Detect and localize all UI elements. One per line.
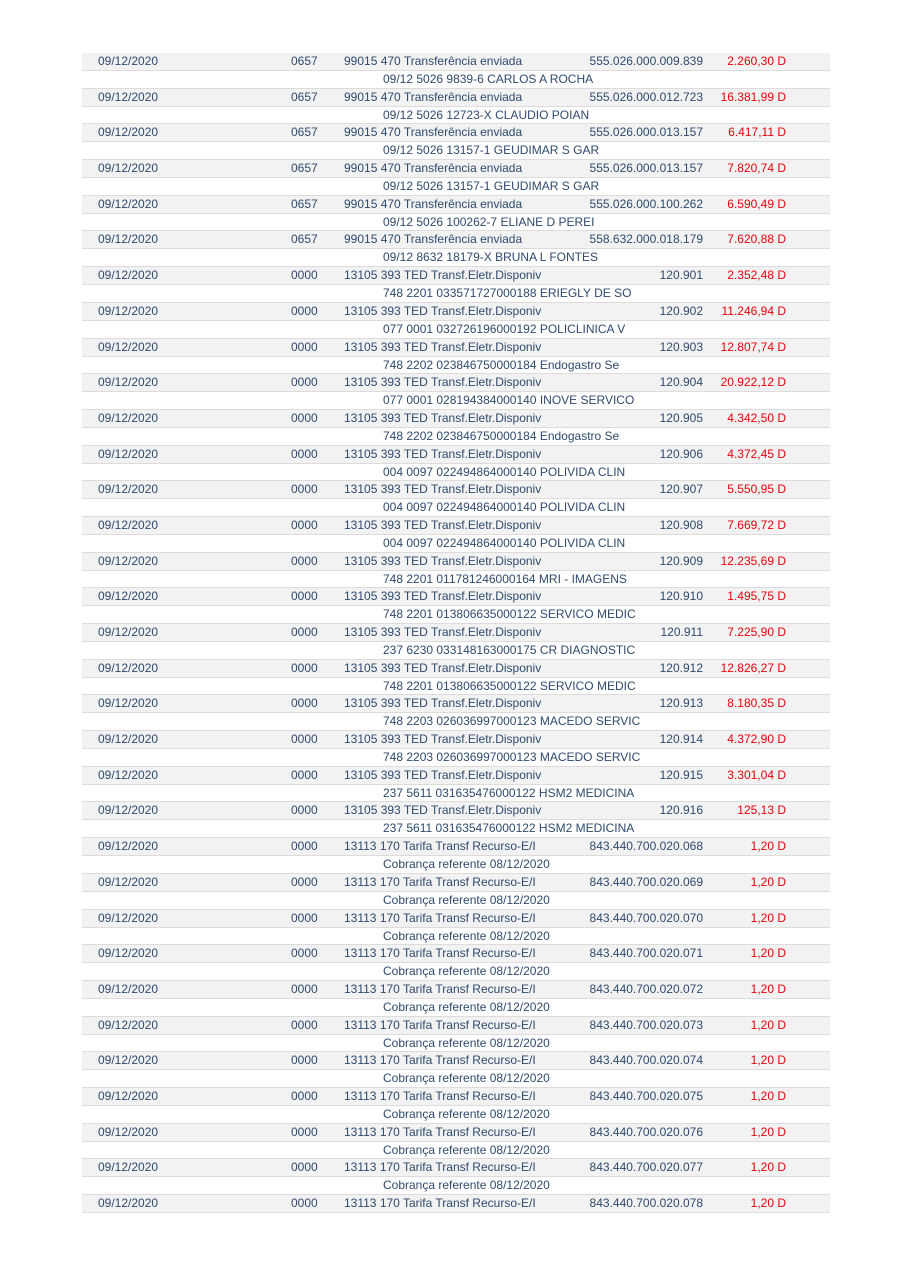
entry-date: 09/12/2020 — [98, 981, 159, 996]
entry-main-line — [82, 1017, 830, 1035]
entry-value: 1,20 D — [750, 910, 786, 925]
entry-main-line — [82, 160, 830, 178]
entry-value: 5.550,95 D — [727, 482, 786, 497]
entry-detail: 748 2202 023846750000184 Endogastro Se — [383, 357, 620, 372]
entry-document: 120.915 — [659, 767, 703, 782]
entry-document: 120.913 — [659, 696, 703, 711]
entry-date: 09/12/2020 — [98, 89, 159, 104]
entry-detail-line — [82, 535, 830, 553]
entry-detail: 004 0097 022494864000140 POLIVIDA CLIN — [383, 535, 626, 550]
entry-agency: 0000 — [291, 1088, 318, 1103]
entry-value: 7.669,72 D — [727, 517, 786, 532]
entry-detail-line — [82, 1177, 830, 1195]
entry-detail-line — [82, 749, 830, 767]
statement-entry — [82, 945, 830, 981]
entry-history: 13105 393 TED Transf.Eletr.Disponiv — [344, 696, 542, 711]
entry-history: 99015 470 Transferência enviada — [344, 232, 523, 247]
entry-agency: 0000 — [291, 625, 318, 639]
entry-history: 13105 393 TED Transf.Eletr.Disponiv — [344, 660, 542, 675]
statement-entry — [82, 660, 830, 696]
statement-entry — [82, 731, 830, 767]
statement-entry — [82, 588, 830, 624]
entry-detail: 237 6230 033148163000175 CR DIAGNOSTIC — [383, 643, 636, 657]
entry-detail: 748 2201 011781246000164 MRI - IMAGENS — [383, 571, 627, 586]
entry-date: 09/12/2020 — [98, 1124, 159, 1139]
entry-detail-line — [82, 285, 830, 303]
entry-detail: 09/12 5026 100262-7 ELIANE D PEREI — [383, 214, 595, 229]
entry-agency: 0657 — [291, 125, 318, 140]
entry-agency: 0000 — [291, 517, 318, 532]
entry-detail-line — [82, 214, 830, 232]
entry-document: 120.912 — [659, 660, 703, 675]
entry-main-line — [82, 945, 830, 963]
entry-main-line — [82, 303, 830, 321]
entry-detail: 077 0001 032726196000192 POLICLINICA V — [383, 321, 626, 336]
entry-history: 13105 393 TED Transf.Eletr.Disponiv — [344, 553, 542, 568]
entry-date: 09/12/2020 — [98, 1196, 159, 1210]
entry-agency: 0000 — [291, 553, 318, 568]
entry-history: 13105 393 TED Transf.Eletr.Disponiv — [344, 517, 542, 532]
entry-agency: 0000 — [291, 803, 318, 818]
entry-agency: 0000 — [291, 589, 318, 604]
entry-document: 120.904 — [659, 375, 703, 390]
entry-value: 4.372,45 D — [727, 446, 786, 461]
entry-date: 09/12/2020 — [98, 303, 159, 318]
entry-history: 13113 170 Tarifa Transf Recurso-E/I — [344, 1088, 536, 1103]
entry-value: 1,20 D — [750, 1160, 786, 1175]
entry-history: 13113 170 Tarifa Transf Recurso-E/I — [344, 910, 536, 925]
entry-history: 13105 393 TED Transf.Eletr.Disponiv — [344, 482, 542, 497]
entry-agency: 0657 — [291, 89, 318, 104]
entry-detail: Cobrança referente 08/12/2020 — [383, 892, 550, 907]
entry-detail-line — [82, 249, 830, 267]
statement-entry — [82, 196, 830, 232]
entry-value: 12.235,69 D — [720, 553, 786, 568]
entry-value: 125,13 D — [737, 803, 786, 818]
entry-detail-line — [82, 1106, 830, 1124]
entry-document: 120.906 — [659, 446, 703, 461]
statement-entry — [82, 517, 830, 553]
entry-main-line — [82, 231, 830, 249]
entry-value: 1,20 D — [750, 946, 786, 961]
entry-detail-line — [82, 178, 830, 196]
entry-detail: 09/12 5026 9839-6 CARLOS A ROCHA — [383, 72, 594, 86]
entry-detail: 09/12 5026 13157-1 GEUDIMAR S GAR — [383, 179, 600, 194]
statement-entry — [82, 981, 830, 1017]
entry-document: 843.440.700.020.073 — [589, 1017, 703, 1032]
statement-entry — [82, 53, 830, 89]
entry-history: 13105 393 TED Transf.Eletr.Disponiv — [344, 375, 542, 390]
statement-entry — [82, 481, 830, 517]
entry-value: 7.820,74 D — [727, 161, 786, 176]
entry-document: 558.632.000.018.179 — [589, 232, 703, 247]
statement-entry — [82, 1124, 830, 1160]
entry-detail-line — [82, 1142, 830, 1160]
entry-agency: 0000 — [291, 696, 318, 711]
entry-agency: 0000 — [291, 1196, 318, 1210]
entry-history: 99015 470 Transferência enviada — [344, 89, 523, 104]
entry-value: 12.826,27 D — [720, 660, 786, 675]
entry-detail: 004 0097 022494864000140 POLIVIDA CLIN — [383, 500, 626, 515]
entry-document: 555.026.000.013.157 — [589, 125, 703, 140]
entry-date: 09/12/2020 — [98, 874, 159, 889]
entry-date: 09/12/2020 — [98, 553, 159, 568]
entry-document: 555.026.000.013.157 — [589, 161, 703, 176]
entry-history: 13113 170 Tarifa Transf Recurso-E/I — [344, 839, 536, 854]
entry-detail-line — [82, 321, 830, 339]
entry-main-line — [82, 731, 830, 749]
entry-value: 1,20 D — [750, 1088, 786, 1103]
entry-detail: 748 2201 013806635000122 SERVICO MEDIC — [383, 678, 636, 693]
entry-detail: 077 0001 028194384000140 INOVE SERVICO — [383, 393, 635, 408]
entry-document: 843.440.700.020.078 — [589, 1196, 703, 1210]
entry-detail: 748 2201 033571727000188 ERIEGLY DE SO — [383, 286, 632, 301]
entry-value: 1,20 D — [750, 981, 786, 996]
entry-detail-line — [82, 892, 830, 910]
statement-entry — [82, 89, 830, 125]
entry-date: 09/12/2020 — [98, 946, 159, 961]
entry-date: 09/12/2020 — [98, 732, 159, 747]
entry-main-line — [82, 481, 830, 499]
entry-history: 13105 393 TED Transf.Eletr.Disponiv — [344, 732, 542, 747]
entry-document: 843.440.700.020.075 — [589, 1088, 703, 1103]
entry-history: 13105 393 TED Transf.Eletr.Disponiv — [344, 303, 542, 318]
entry-detail: 237 5611 031635476000122 HSM2 MEDICINA — [383, 785, 635, 800]
entry-agency: 0000 — [291, 446, 318, 461]
entry-history: 99015 470 Transferência enviada — [344, 125, 523, 140]
entry-detail-line — [82, 963, 830, 981]
entry-date: 09/12/2020 — [98, 161, 159, 176]
statement-entry — [82, 160, 830, 196]
entry-history: 13105 393 TED Transf.Eletr.Disponiv — [344, 339, 542, 354]
entry-detail: 09/12 5026 13157-1 GEUDIMAR S GAR — [383, 143, 600, 158]
statement-entry — [82, 767, 830, 803]
entry-document: 120.916 — [659, 803, 703, 818]
statement-entry — [82, 1052, 830, 1088]
entry-value: 8.180,35 D — [727, 696, 786, 711]
entry-value: 6.417,11 D — [728, 125, 786, 140]
entry-document: 120.910 — [659, 589, 703, 604]
entry-history: 13105 393 TED Transf.Eletr.Disponiv — [344, 446, 542, 461]
entry-main-line — [82, 660, 830, 678]
statement-entry — [82, 303, 830, 339]
entry-document: 120.905 — [659, 410, 703, 425]
entry-detail: Cobrança referente 08/12/2020 — [383, 857, 550, 872]
entry-main-line — [82, 1124, 830, 1142]
entry-date: 09/12/2020 — [98, 1160, 159, 1175]
entry-detail-line — [82, 499, 830, 517]
statement-entry — [82, 1088, 830, 1124]
entry-main-line — [82, 624, 830, 642]
entry-agency: 0000 — [291, 767, 318, 782]
entry-document: 843.440.700.020.069 — [589, 874, 703, 889]
entry-detail: 237 5611 031635476000122 HSM2 MEDICINA — [383, 821, 635, 836]
entry-detail: 748 2201 013806635000122 SERVICO MEDIC — [383, 607, 636, 622]
entry-detail-line — [82, 606, 830, 624]
entry-history: 13113 170 Tarifa Transf Recurso-E/I — [344, 981, 536, 996]
entry-document: 555.026.000.009.839 — [589, 54, 703, 68]
entry-main-line — [82, 588, 830, 606]
entry-main-line — [82, 838, 830, 856]
entry-value: 1,20 D — [750, 1196, 786, 1210]
entry-main-line — [82, 124, 830, 142]
entry-date: 09/12/2020 — [98, 446, 159, 461]
entry-date: 09/12/2020 — [98, 196, 159, 211]
entry-detail-line — [82, 71, 830, 89]
entry-value: 6.590,49 D — [727, 196, 786, 211]
entry-document: 120.914 — [659, 732, 703, 747]
entry-value: 4.372,90 D — [727, 732, 786, 747]
entry-main-line — [82, 196, 830, 214]
entry-main-line — [82, 446, 830, 464]
entry-agency: 0657 — [291, 232, 318, 247]
entry-date: 09/12/2020 — [98, 375, 159, 390]
entry-document: 843.440.700.020.076 — [589, 1124, 703, 1139]
entry-value: 12.807,74 D — [720, 339, 786, 354]
entry-detail-line — [82, 678, 830, 696]
entry-detail-line — [82, 357, 830, 375]
entry-value: 1,20 D — [750, 1124, 786, 1139]
entry-date: 09/12/2020 — [98, 767, 159, 782]
entry-detail-line — [82, 1070, 830, 1088]
entry-date: 09/12/2020 — [98, 910, 159, 925]
entry-agency: 0000 — [291, 839, 318, 854]
entry-main-line — [82, 910, 830, 928]
entry-value: 7.620,88 D — [727, 232, 786, 247]
entry-detail-line — [82, 785, 830, 803]
entry-document: 120.911 — [660, 625, 703, 639]
entry-detail-line — [82, 571, 830, 589]
entry-main-line — [82, 517, 830, 535]
entry-document: 843.440.700.020.074 — [589, 1053, 703, 1068]
entry-detail: Cobrança referente 08/12/2020 — [383, 1106, 550, 1121]
entry-detail: 09/12 5026 12723-X CLAUDIO POIAN — [383, 107, 590, 122]
entry-document: 843.440.700.020.068 — [589, 839, 703, 854]
entry-document: 843.440.700.020.071 — [589, 946, 703, 961]
entry-agency: 0000 — [291, 1160, 318, 1175]
entry-history: 99015 470 Transferência enviada — [344, 54, 523, 68]
entry-agency: 0657 — [291, 196, 318, 211]
entry-agency: 0000 — [291, 660, 318, 675]
entry-value: 20.922,12 D — [720, 375, 786, 390]
entry-agency: 0000 — [291, 1053, 318, 1068]
statement-entry — [82, 624, 830, 660]
entry-main-line — [82, 339, 830, 357]
entry-agency: 0000 — [291, 268, 318, 283]
statement-entry — [82, 446, 830, 482]
statement-entry — [82, 124, 830, 160]
entry-document: 843.440.700.020.072 — [589, 981, 703, 996]
entry-agency: 0657 — [291, 161, 318, 176]
entry-document: 120.908 — [659, 517, 703, 532]
entry-history: 13105 393 TED Transf.Eletr.Disponiv — [344, 268, 542, 283]
entry-agency: 0000 — [291, 303, 318, 318]
entry-detail: Cobrança referente 08/12/2020 — [383, 1178, 550, 1193]
entry-value: 2.260,30 D — [727, 54, 786, 68]
entry-detail-line — [82, 642, 830, 660]
entry-date: 09/12/2020 — [98, 660, 159, 675]
entry-history: 99015 470 Transferência enviada — [344, 196, 523, 211]
statement-entry — [82, 695, 830, 731]
entry-history: 13105 393 TED Transf.Eletr.Disponiv — [344, 803, 542, 818]
entry-value: 7.225,90 D — [727, 625, 786, 639]
entry-main-line — [82, 695, 830, 713]
entry-agency: 0000 — [291, 910, 318, 925]
entry-value: 4.342,50 D — [727, 410, 786, 425]
entry-main-line — [82, 374, 830, 392]
entry-date: 09/12/2020 — [98, 232, 159, 247]
entry-detail: Cobrança referente 08/12/2020 — [383, 1142, 550, 1157]
entry-history: 13113 170 Tarifa Transf Recurso-E/I — [344, 946, 536, 961]
entry-document: 555.026.000.012.723 — [589, 89, 703, 104]
entry-detail: 004 0097 022494864000140 POLIVIDA CLIN — [383, 464, 626, 479]
entry-detail: 09/12 8632 18179-X BRUNA L FONTES — [383, 250, 599, 265]
entry-document: 120.909 — [659, 553, 703, 568]
entry-main-line — [82, 410, 830, 428]
entry-history: 13113 170 Tarifa Transf Recurso-E/I — [344, 874, 536, 889]
entry-main-line — [82, 874, 830, 892]
entry-value: 1.495,75 D — [727, 589, 786, 604]
entry-history: 13105 393 TED Transf.Eletr.Disponiv — [344, 625, 542, 639]
entry-date: 09/12/2020 — [98, 125, 159, 140]
entry-date: 09/12/2020 — [98, 839, 159, 854]
entry-history: 13113 170 Tarifa Transf Recurso-E/I — [344, 1017, 536, 1032]
entry-value: 1,20 D — [750, 1017, 786, 1032]
entry-main-line — [82, 1195, 830, 1213]
statement-entry — [82, 553, 830, 589]
statement-entry — [82, 910, 830, 946]
entry-history: 13105 393 TED Transf.Eletr.Disponiv — [344, 589, 542, 604]
entry-history: 13113 170 Tarifa Transf Recurso-E/I — [344, 1160, 536, 1175]
entry-detail-line — [82, 999, 830, 1017]
entry-detail-line — [82, 392, 830, 410]
entry-agency: 0000 — [291, 1124, 318, 1139]
entry-agency: 0000 — [291, 339, 318, 354]
entry-value: 16.381,99 D — [720, 89, 786, 104]
entry-main-line — [82, 802, 830, 820]
entry-detail-line — [82, 1035, 830, 1053]
statement-entry — [82, 410, 830, 446]
entry-detail-line — [82, 856, 830, 874]
entry-value: 11.246,94 D — [721, 303, 786, 318]
entry-document: 843.440.700.020.077 — [589, 1160, 703, 1175]
entry-history: 13105 393 TED Transf.Eletr.Disponiv — [344, 410, 542, 425]
statement-table — [82, 53, 830, 1231]
entry-main-line — [82, 767, 830, 785]
entry-main-line — [82, 89, 830, 107]
entry-agency: 0000 — [291, 874, 318, 889]
entry-document: 843.440.700.020.070 — [589, 910, 703, 925]
entry-document: 120.907 — [659, 482, 703, 497]
entry-main-line — [82, 553, 830, 571]
entry-document: 555.026.000.100.262 — [589, 196, 703, 211]
statement-entry — [82, 1159, 830, 1195]
entry-document: 120.903 — [659, 339, 703, 354]
entry-detail-line — [82, 713, 830, 731]
entry-detail: Cobrança referente 08/12/2020 — [383, 1071, 550, 1086]
entry-document: 120.901 — [659, 268, 703, 283]
entry-detail: Cobrança referente 08/12/2020 — [383, 1035, 550, 1050]
entry-agency: 0000 — [291, 981, 318, 996]
entry-agency: 0657 — [291, 54, 318, 68]
entry-history: 13105 393 TED Transf.Eletr.Disponiv — [344, 767, 542, 782]
entry-agency: 0000 — [291, 482, 318, 497]
statement-entry — [82, 1017, 830, 1053]
entry-value: 2.352,48 D — [727, 268, 786, 283]
statement-entry — [82, 1195, 830, 1231]
entry-document: 120.902 — [659, 303, 703, 318]
entry-detail-line — [82, 820, 830, 838]
statement-entry — [82, 838, 830, 874]
entry-date: 09/12/2020 — [98, 482, 159, 497]
entry-detail-line — [82, 464, 830, 482]
entry-value: 1,20 D — [750, 1053, 786, 1068]
entry-detail: 748 2202 023846750000184 Endogastro Se — [383, 428, 620, 443]
statement-entry — [82, 339, 830, 375]
statement-entry — [82, 802, 830, 838]
entry-value: 1,20 D — [750, 874, 786, 889]
statement-entry — [82, 874, 830, 910]
entry-date: 09/12/2020 — [98, 589, 159, 604]
entry-date: 09/12/2020 — [98, 54, 159, 68]
entry-history: 99015 470 Transferência enviada — [344, 161, 523, 176]
entry-agency: 0000 — [291, 946, 318, 961]
entry-date: 09/12/2020 — [98, 803, 159, 818]
entry-date: 09/12/2020 — [98, 1017, 159, 1032]
entry-detail-line — [82, 107, 830, 125]
entry-agency: 0000 — [291, 375, 318, 390]
entry-agency: 0000 — [291, 410, 318, 425]
entry-main-line — [82, 1088, 830, 1106]
entry-value: 3.301,04 D — [727, 767, 786, 782]
entry-history: 13113 170 Tarifa Transf Recurso-E/I — [344, 1196, 536, 1210]
entry-detail: Cobrança referente 08/12/2020 — [383, 999, 550, 1014]
entry-agency: 0000 — [291, 732, 318, 747]
entry-detail: 748 2203 026036997000123 MACEDO SERVIC — [383, 750, 641, 765]
entry-date: 09/12/2020 — [98, 1088, 159, 1103]
statement-entry — [82, 267, 830, 303]
entry-main-line — [82, 53, 830, 71]
entry-date: 09/12/2020 — [98, 517, 159, 532]
entry-detail-line — [82, 428, 830, 446]
entry-date: 09/12/2020 — [98, 268, 159, 283]
entry-detail: Cobrança referente 08/12/2020 — [383, 964, 550, 979]
entry-date: 09/12/2020 — [98, 625, 159, 639]
entry-date: 09/12/2020 — [98, 339, 159, 354]
statement-entry — [82, 374, 830, 410]
entry-main-line — [82, 1159, 830, 1177]
entry-detail-line — [82, 928, 830, 946]
entry-detail-line — [82, 142, 830, 160]
entry-date: 09/12/2020 — [98, 696, 159, 711]
entry-date: 09/12/2020 — [98, 1053, 159, 1068]
statement-entry — [82, 231, 830, 267]
entry-main-line — [82, 1052, 830, 1070]
entry-agency: 0000 — [291, 1017, 318, 1032]
entry-main-line — [82, 267, 830, 285]
entry-main-line — [82, 981, 830, 999]
entry-detail: 748 2203 026036997000123 MACEDO SERVIC — [383, 714, 641, 729]
entry-date: 09/12/2020 — [98, 410, 159, 425]
entry-value: 1,20 D — [750, 839, 786, 854]
entry-history: 13113 170 Tarifa Transf Recurso-E/I — [344, 1053, 536, 1068]
entry-history: 13113 170 Tarifa Transf Recurso-E/I — [344, 1124, 536, 1139]
entry-detail: Cobrança referente 08/12/2020 — [383, 928, 550, 943]
